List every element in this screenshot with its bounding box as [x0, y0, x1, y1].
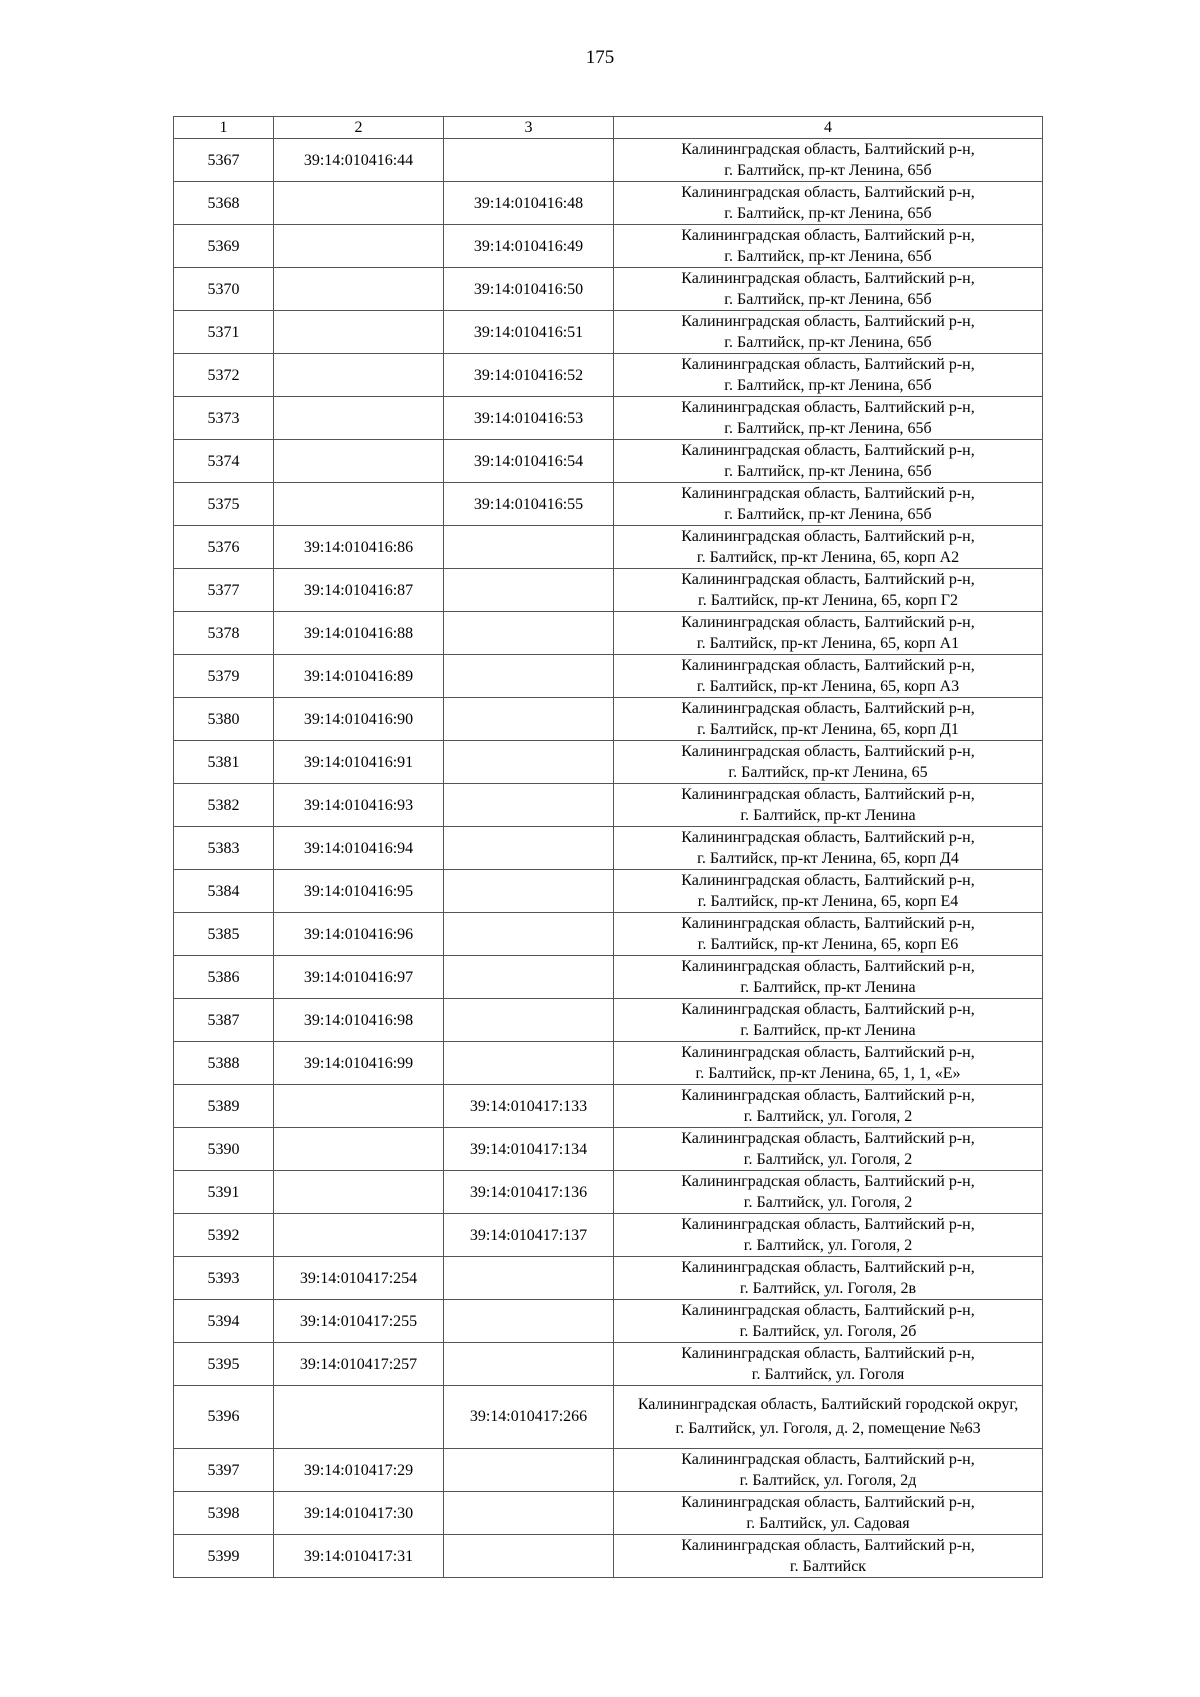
related-cadastral-number-cell: 39:14:010416:53: [444, 397, 614, 440]
related-cadastral-number-cell: [444, 698, 614, 741]
address-cell: Калининградская область, Балтийский р-н, г. Балтийск, ул. Гоголя, 2: [614, 1171, 1043, 1214]
row-number-cell: 5385: [174, 913, 274, 956]
table-header-row: [174, 117, 1043, 139]
row-number-cell: 5377: [174, 569, 274, 612]
row-number-cell: 5388: [174, 1042, 274, 1085]
cadastral-number-cell: 39:14:010416:87: [274, 569, 444, 612]
table-row: [174, 999, 1043, 1042]
page-number: 175: [585, 47, 615, 68]
related-cadastral-number-cell: 39:14:010416:55: [444, 483, 614, 526]
row-number-cell: 5375: [174, 483, 274, 526]
address-cell: Калининградская область, Балтийский р-н, г. Балтийск, пр-кт Ленина, 65, корп Д1: [614, 698, 1043, 741]
related-cadastral-number-cell: 39:14:010416:54: [444, 440, 614, 483]
table-row: [174, 956, 1043, 999]
address-cell: Калининградская область, Балтийский р-н, г. Балтийск, пр-кт Ленина: [614, 784, 1043, 827]
address-cell: Калининградская область, Балтийский р-н, г. Балтийск, пр-кт Ленина, 65б: [614, 354, 1043, 397]
related-cadastral-number-cell: [444, 1042, 614, 1085]
table-row: [174, 354, 1043, 397]
address-cell: Калининградская область, Балтийский р-н, г. Балтийск, пр-кт Ленина, 65, корп Д4: [614, 827, 1043, 870]
related-cadastral-number-cell: 39:14:010416:50: [444, 268, 614, 311]
address-cell: Калининградская область, Балтийский р-н, г. Балтийск, ул. Гоголя, 2д: [614, 1449, 1043, 1492]
address-cell: Калининградская область, Балтийский городской округ, г. Балтийск, ул. Гоголя, д. 2, помещение №63: [614, 1386, 1043, 1449]
row-number-cell: 5389: [174, 1085, 274, 1128]
related-cadastral-number-cell: 39:14:010417:136: [444, 1171, 614, 1214]
address-cell: Калининградская область, Балтийский р-н, г. Балтийск, пр-кт Ленина, 65б: [614, 182, 1043, 225]
row-number-cell: 5383: [174, 827, 274, 870]
row-number-cell: 5376: [174, 526, 274, 569]
address-cell: Калининградская область, Балтийский р-н, г. Балтийск, ул. Гоголя, 2: [614, 1128, 1043, 1171]
address-cell: Калининградская область, Балтийский р-н, г. Балтийск, ул. Садовая: [614, 1492, 1043, 1535]
cadastral-number-cell: 39:14:010416:98: [274, 999, 444, 1042]
cadastral-number-cell: 39:14:010416:89: [274, 655, 444, 698]
row-number-cell: 5392: [174, 1214, 274, 1257]
table-row: [174, 913, 1043, 956]
related-cadastral-number-cell: [444, 827, 614, 870]
table-row: [174, 1535, 1043, 1578]
address-cell: Калининградская область, Балтийский р-н, г. Балтийск, пр-кт Ленина, 65, корп Е4: [614, 870, 1043, 913]
related-cadastral-number-cell: 39:14:010417:133: [444, 1085, 614, 1128]
column-header: 4: [614, 117, 1043, 139]
table-row: [174, 569, 1043, 612]
table-row: [174, 1085, 1043, 1128]
table-row: [174, 1343, 1043, 1386]
table-row: [174, 741, 1043, 784]
address-cell: Калининградская область, Балтийский р-н, г. Балтийск, пр-кт Ленина, 65б: [614, 440, 1043, 483]
related-cadastral-number-cell: [444, 1343, 614, 1386]
cadastral-number-cell: [274, 483, 444, 526]
related-cadastral-number-cell: [444, 1492, 614, 1535]
row-number-cell: 5398: [174, 1492, 274, 1535]
related-cadastral-number-cell: [444, 655, 614, 698]
address-cell: Калининградская область, Балтийский р-н, г. Балтийск, ул. Гоголя, 2б: [614, 1300, 1043, 1343]
related-cadastral-number-cell: 39:14:010417:137: [444, 1214, 614, 1257]
related-cadastral-number-cell: [444, 1257, 614, 1300]
related-cadastral-number-cell: [444, 526, 614, 569]
related-cadastral-number-cell: [444, 999, 614, 1042]
cadastral-number-cell: 39:14:010416:88: [274, 612, 444, 655]
row-number-cell: 5380: [174, 698, 274, 741]
address-cell: Калининградская область, Балтийский р-н, г. Балтийск, пр-кт Ленина, 65б: [614, 139, 1043, 182]
address-cell: Калининградская область, Балтийский р-н, г. Балтийск, ул. Гоголя, 2: [614, 1085, 1043, 1128]
related-cadastral-number-cell: [444, 1300, 614, 1343]
cadastral-number-cell: [274, 1386, 444, 1449]
cadastral-number-cell: 39:14:010416:94: [274, 827, 444, 870]
row-number-cell: 5387: [174, 999, 274, 1042]
row-number-cell: 5367: [174, 139, 274, 182]
row-number-cell: 5394: [174, 1300, 274, 1343]
table-row: [174, 1449, 1043, 1492]
address-cell: Калининградская область, Балтийский р-н, г. Балтийск, пр-кт Ленина, 65, корп Г2: [614, 569, 1043, 612]
table-row: [174, 526, 1043, 569]
row-number-cell: 5372: [174, 354, 274, 397]
cadastral-number-cell: [274, 182, 444, 225]
cadastral-number-cell: 39:14:010417:29: [274, 1449, 444, 1492]
row-number-cell: 5369: [174, 225, 274, 268]
table-row: [174, 225, 1043, 268]
cadastral-number-cell: 39:14:010416:90: [274, 698, 444, 741]
column-header: 2: [274, 117, 444, 139]
table-row: [174, 1386, 1043, 1449]
cadastral-number-cell: [274, 311, 444, 354]
table-row: [174, 1171, 1043, 1214]
row-number-cell: 5378: [174, 612, 274, 655]
cadastral-number-cell: 39:14:010416:86: [274, 526, 444, 569]
address-cell: Калининградская область, Балтийский р-н, г. Балтийск, пр-кт Ленина, 65, корп А2: [614, 526, 1043, 569]
address-cell: Калининградская область, Балтийский р-н, г. Балтийск, ул. Гоголя, 2в: [614, 1257, 1043, 1300]
row-number-cell: 5390: [174, 1128, 274, 1171]
table-row: [174, 139, 1043, 182]
related-cadastral-number-cell: [444, 870, 614, 913]
table-row: [174, 1042, 1043, 1085]
row-number-cell: 5391: [174, 1171, 274, 1214]
row-number-cell: 5393: [174, 1257, 274, 1300]
address-cell: Калининградская область, Балтийский р-н, г. Балтийск, пр-кт Ленина, 65, корп А3: [614, 655, 1043, 698]
cadastral-number-cell: 39:14:010416:91: [274, 741, 444, 784]
cadastral-number-cell: [274, 354, 444, 397]
cadastral-number-cell: [274, 397, 444, 440]
address-cell: Калининградская область, Балтийский р-н, г. Балтийск, пр-кт Ленина: [614, 956, 1043, 999]
table-row: [174, 1214, 1043, 1257]
table-row: [174, 612, 1043, 655]
cadastral-table: [173, 116, 1043, 1578]
column-header: 1: [174, 117, 274, 139]
row-number-cell: 5373: [174, 397, 274, 440]
cadastral-number-cell: 39:14:010416:97: [274, 956, 444, 999]
related-cadastral-number-cell: 39:14:010416:48: [444, 182, 614, 225]
table-row: [174, 483, 1043, 526]
table-row: [174, 440, 1043, 483]
related-cadastral-number-cell: 39:14:010417:134: [444, 1128, 614, 1171]
related-cadastral-number-cell: [444, 1535, 614, 1578]
row-number-cell: 5384: [174, 870, 274, 913]
address-cell: Калининградская область, Балтийский р-н, г. Балтийск, ул. Гоголя: [614, 1343, 1043, 1386]
cadastral-number-cell: [274, 440, 444, 483]
table-row: [174, 870, 1043, 913]
cadastral-number-cell: 39:14:010417:31: [274, 1535, 444, 1578]
table-row: [174, 1492, 1043, 1535]
table-body: [174, 139, 1043, 1578]
row-number-cell: 5396: [174, 1386, 274, 1449]
related-cadastral-number-cell: 39:14:010416:49: [444, 225, 614, 268]
cadastral-number-cell: 39:14:010416:95: [274, 870, 444, 913]
address-cell: Калининградская область, Балтийский р-н, г. Балтийск, пр-кт Ленина: [614, 999, 1043, 1042]
related-cadastral-number-cell: [444, 1449, 614, 1492]
address-cell: Калининградская область, Балтийский р-н, г. Балтийск, пр-кт Ленина, 65б: [614, 483, 1043, 526]
related-cadastral-number-cell: [444, 569, 614, 612]
address-cell: Калининградская область, Балтийский р-н, г. Балтийск, пр-кт Ленина, 65, 1, 1, «Е»: [614, 1042, 1043, 1085]
column-header: 3: [444, 117, 614, 139]
address-cell: Калининградская область, Балтийский р-н, г. Балтийск, пр-кт Ленина, 65б: [614, 225, 1043, 268]
table-row: [174, 268, 1043, 311]
related-cadastral-number-cell: [444, 741, 614, 784]
table-row: [174, 1300, 1043, 1343]
table-row: [174, 1128, 1043, 1171]
row-number-cell: 5397: [174, 1449, 274, 1492]
cadastral-number-cell: 39:14:010416:96: [274, 913, 444, 956]
cadastral-number-cell: 39:14:010417:257: [274, 1343, 444, 1386]
table-row: [174, 698, 1043, 741]
related-cadastral-number-cell: [444, 913, 614, 956]
cadastral-number-cell: 39:14:010417:30: [274, 1492, 444, 1535]
cadastral-number-cell: [274, 1085, 444, 1128]
row-number-cell: 5382: [174, 784, 274, 827]
address-cell: Калининградская область, Балтийский р-н, г. Балтийск, пр-кт Ленина, 65, корп А1: [614, 612, 1043, 655]
row-number-cell: 5371: [174, 311, 274, 354]
table-row: [174, 827, 1043, 870]
table-row: [174, 655, 1043, 698]
related-cadastral-number-cell: 39:14:010416:51: [444, 311, 614, 354]
address-cell: Калининградская область, Балтийский р-н, г. Балтийск, пр-кт Ленина, 65: [614, 741, 1043, 784]
cadastral-number-cell: 39:14:010416:93: [274, 784, 444, 827]
address-cell: Калининградская область, Балтийский р-н, г. Балтийск, пр-кт Ленина, 65б: [614, 397, 1043, 440]
cadastral-number-cell: 39:14:010416:99: [274, 1042, 444, 1085]
row-number-cell: 5395: [174, 1343, 274, 1386]
cadastral-number-cell: 39:14:010417:254: [274, 1257, 444, 1300]
row-number-cell: 5386: [174, 956, 274, 999]
table-row: [174, 397, 1043, 440]
cadastral-number-cell: 39:14:010417:255: [274, 1300, 444, 1343]
cadastral-number-cell: 39:14:010416:44: [274, 139, 444, 182]
address-cell: Калининградская область, Балтийский р-н, г. Балтийск, пр-кт Ленина, 65б: [614, 311, 1043, 354]
address-cell: Калининградская область, Балтийский р-н, г. Балтийск, пр-кт Ленина, 65б: [614, 268, 1043, 311]
address-cell: Калининградская область, Балтийский р-н, г. Балтийск, пр-кт Ленина, 65, корп Е6: [614, 913, 1043, 956]
cadastral-number-cell: [274, 1128, 444, 1171]
cadastral-number-cell: [274, 225, 444, 268]
table-row: [174, 1257, 1043, 1300]
related-cadastral-number-cell: [444, 956, 614, 999]
related-cadastral-number-cell: 39:14:010416:52: [444, 354, 614, 397]
related-cadastral-number-cell: [444, 139, 614, 182]
address-cell: Калининградская область, Балтийский р-н, г. Балтийск: [614, 1535, 1043, 1578]
cadastral-number-cell: [274, 1214, 444, 1257]
address-cell: Калининградская область, Балтийский р-н, г. Балтийск, ул. Гоголя, 2: [614, 1214, 1043, 1257]
table-row: [174, 311, 1043, 354]
row-number-cell: 5379: [174, 655, 274, 698]
row-number-cell: 5381: [174, 741, 274, 784]
row-number-cell: 5374: [174, 440, 274, 483]
related-cadastral-number-cell: 39:14:010417:266: [444, 1386, 614, 1449]
row-number-cell: 5368: [174, 182, 274, 225]
row-number-cell: 5399: [174, 1535, 274, 1578]
table-row: [174, 182, 1043, 225]
row-number-cell: 5370: [174, 268, 274, 311]
cadastral-number-cell: [274, 268, 444, 311]
table-row: [174, 784, 1043, 827]
related-cadastral-number-cell: [444, 784, 614, 827]
related-cadastral-number-cell: [444, 612, 614, 655]
cadastral-number-cell: [274, 1171, 444, 1214]
